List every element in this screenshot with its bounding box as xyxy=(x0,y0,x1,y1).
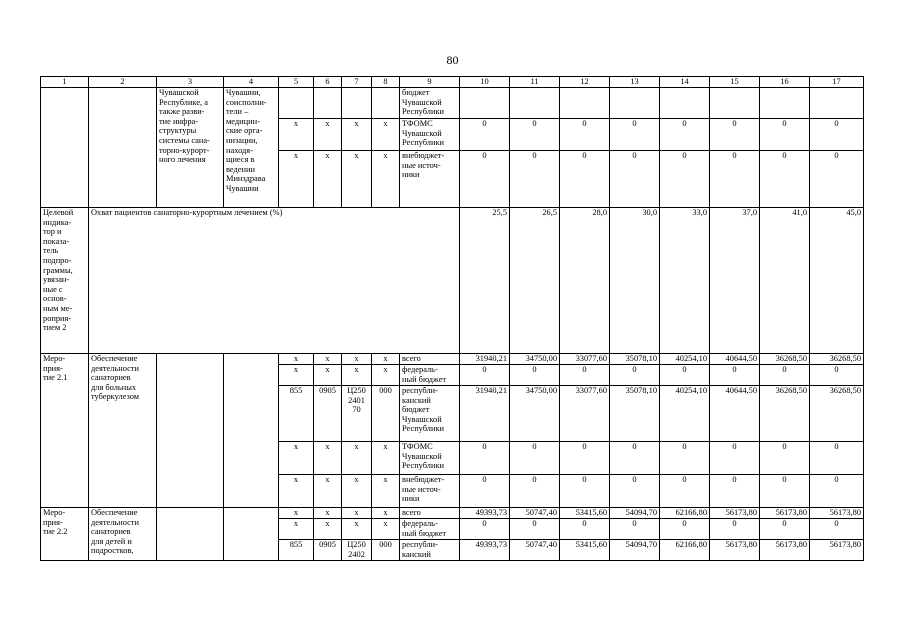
value-cell: 0 xyxy=(560,151,610,208)
column-number: 17 xyxy=(810,77,864,88)
value-cell: 40254,10 xyxy=(660,386,710,442)
value-cell: 0 xyxy=(510,442,560,475)
value-cell: 31940,21 xyxy=(460,386,510,442)
value-cell: 56173,80 xyxy=(810,540,864,561)
funding-source: внебюджет- ные источ- ники xyxy=(400,475,460,508)
column-number: 4 xyxy=(224,77,279,88)
value-cell: 33077,60 xyxy=(560,354,610,365)
column-number: 3 xyxy=(157,77,224,88)
code-cell: x xyxy=(279,151,314,208)
indicator-value: 45,0 xyxy=(810,208,864,354)
value-cell: 0 xyxy=(560,519,610,540)
value-cell: 35078,10 xyxy=(610,354,660,365)
value-cell: 54094,70 xyxy=(610,540,660,561)
indicator-value: 41,0 xyxy=(760,208,810,354)
value-cell: 36268,50 xyxy=(760,386,810,442)
coexecutors-cont: Чувашии, соисполни- тели – медицин- ские орга- низации, находя- щиеся в ведении Минздрава Чувашии xyxy=(224,88,279,208)
code-cell: x xyxy=(314,519,342,540)
table-cell xyxy=(710,88,760,119)
value-cell: 56173,80 xyxy=(810,508,864,519)
value-cell: 0 xyxy=(810,475,864,508)
value-cell: 36268,50 xyxy=(760,354,810,365)
code-cell: 855 xyxy=(279,540,314,561)
code-cell: 000 xyxy=(372,540,400,561)
value-cell: 0 xyxy=(560,119,610,151)
value-cell: 0 xyxy=(760,365,810,386)
code-cell: 0905 xyxy=(314,540,342,561)
column-number: 1 xyxy=(41,77,89,88)
funding-source: республи- канский xyxy=(400,540,460,561)
value-cell: 0 xyxy=(760,151,810,208)
value-cell: 34750,00 xyxy=(510,354,560,365)
table-row xyxy=(41,508,864,519)
value-cell: 0 xyxy=(710,365,760,386)
value-cell: 0 xyxy=(760,519,810,540)
indicator-label: Целевой индика- тор и показа- тель подпро- граммы, увязан- ные с основ- ным ме- роприя- тием 2 xyxy=(41,208,89,354)
value-cell: 0 xyxy=(460,442,510,475)
code-cell: x xyxy=(372,151,400,208)
column-number: 16 xyxy=(760,77,810,88)
code-cell: x xyxy=(314,475,342,508)
value-cell: 0 xyxy=(810,519,864,540)
funding-source: ТФОМС Чувашской Республики xyxy=(400,442,460,475)
value-cell: 0 xyxy=(710,119,760,151)
value-cell: 36268,50 xyxy=(810,354,864,365)
code-cell: x xyxy=(314,365,342,386)
value-cell: 0 xyxy=(610,151,660,208)
table-cell xyxy=(157,354,224,508)
table-cell xyxy=(610,88,660,119)
funding-source: всего xyxy=(400,508,460,519)
value-cell: 0 xyxy=(560,365,610,386)
measure-label: Меро- прия- тие 2.1 xyxy=(41,354,89,508)
measure-description: Обеспечение деятельности санаториев для больных туберкулезом xyxy=(89,354,157,508)
table-cell xyxy=(279,88,314,119)
table-row xyxy=(41,88,864,119)
code-cell: x xyxy=(372,354,400,365)
column-number: 6 xyxy=(314,77,342,88)
column-number: 15 xyxy=(710,77,760,88)
funding-source: всего xyxy=(400,354,460,365)
value-cell: 0 xyxy=(660,151,710,208)
table-cell xyxy=(460,88,510,119)
value-cell: 0 xyxy=(460,519,510,540)
table-cell xyxy=(372,88,400,119)
column-number: 14 xyxy=(660,77,710,88)
value-cell: 0 xyxy=(460,151,510,208)
indicator-value: 28,0 xyxy=(560,208,610,354)
value-cell: 62166,80 xyxy=(660,540,710,561)
table-cell xyxy=(660,88,710,119)
code-cell: x xyxy=(372,519,400,540)
value-cell: 0 xyxy=(510,475,560,508)
budget-table xyxy=(40,76,864,561)
indicator-value: 30,0 xyxy=(610,208,660,354)
value-cell: 0 xyxy=(710,519,760,540)
value-cell: 0 xyxy=(660,475,710,508)
code-cell: x xyxy=(342,519,372,540)
code-cell: Ц250 2401 70 xyxy=(342,386,372,442)
code-cell: x xyxy=(279,442,314,475)
code-cell: x xyxy=(279,354,314,365)
value-cell: 36268,50 xyxy=(810,386,864,442)
value-cell: 53415,60 xyxy=(560,508,610,519)
value-cell: 0 xyxy=(510,519,560,540)
column-number: 7 xyxy=(342,77,372,88)
value-cell: 0 xyxy=(610,119,660,151)
column-number: 11 xyxy=(510,77,560,88)
value-cell: 56173,80 xyxy=(710,508,760,519)
column-number: 8 xyxy=(372,77,400,88)
value-cell: 56173,80 xyxy=(760,508,810,519)
table-cell xyxy=(342,88,372,119)
value-cell: 0 xyxy=(810,365,864,386)
value-cell: 0 xyxy=(660,442,710,475)
value-cell: 0 xyxy=(610,442,660,475)
table-cell xyxy=(224,354,279,508)
table-cell xyxy=(760,88,810,119)
indicator-row xyxy=(41,208,864,354)
code-cell: x xyxy=(372,475,400,508)
value-cell: 0 xyxy=(610,475,660,508)
page-number: 80 xyxy=(446,53,459,67)
table-cell xyxy=(41,88,89,208)
code-cell: x xyxy=(314,119,342,151)
funding-source: республи- канский бюджет Чувашской Республики xyxy=(400,386,460,442)
indicator-value: 26,5 xyxy=(510,208,560,354)
funding-source: ТФОМС Чувашской Республики xyxy=(400,119,460,151)
value-cell: 0 xyxy=(660,519,710,540)
value-cell: 0 xyxy=(710,442,760,475)
value-cell: 50747,40 xyxy=(510,540,560,561)
column-number: 10 xyxy=(460,77,510,88)
code-cell: x xyxy=(279,519,314,540)
column-number: 2 xyxy=(89,77,157,88)
value-cell: 49393,73 xyxy=(460,508,510,519)
value-cell: 0 xyxy=(610,365,660,386)
value-cell: 0 xyxy=(810,119,864,151)
table-cell xyxy=(314,88,342,119)
value-cell: 0 xyxy=(810,151,864,208)
code-cell: x xyxy=(279,365,314,386)
value-cell: 40254,10 xyxy=(660,354,710,365)
value-cell: 54094,70 xyxy=(610,508,660,519)
value-cell: 50747,40 xyxy=(510,508,560,519)
table-cell xyxy=(224,508,279,561)
value-cell: 0 xyxy=(810,442,864,475)
code-cell: x xyxy=(342,119,372,151)
value-cell: 0 xyxy=(710,475,760,508)
code-cell: x xyxy=(372,365,400,386)
value-cell: 0 xyxy=(460,475,510,508)
code-cell: x xyxy=(314,354,342,365)
column-number: 13 xyxy=(610,77,660,88)
column-number: 5 xyxy=(279,77,314,88)
value-cell: 0 xyxy=(660,119,710,151)
value-cell: 56173,80 xyxy=(710,540,760,561)
funding-source: федераль- ный бюджет xyxy=(400,519,460,540)
value-cell: 0 xyxy=(610,519,660,540)
code-cell: x xyxy=(342,475,372,508)
value-cell: 35078,10 xyxy=(610,386,660,442)
value-cell: 0 xyxy=(460,365,510,386)
code-cell: 0905 xyxy=(314,386,342,442)
code-cell: x xyxy=(314,508,342,519)
measure-description: Обеспечение деятельности санаториев для детей и подростков, xyxy=(89,508,157,561)
code-cell: x xyxy=(279,475,314,508)
value-cell: 0 xyxy=(760,442,810,475)
value-cell: 0 xyxy=(760,119,810,151)
column-number: 12 xyxy=(560,77,610,88)
funding-source: внебюджет- ные источ- ники xyxy=(400,151,460,208)
code-cell: x xyxy=(342,151,372,208)
code-cell: x xyxy=(279,508,314,519)
code-cell: x xyxy=(372,442,400,475)
funding-source: федераль- ный бюджет xyxy=(400,365,460,386)
table-cell xyxy=(810,88,864,119)
code-cell: x xyxy=(314,151,342,208)
event-description-cont: Чувашской Республике, а также разви- тие инфра- структуры системы сана- торно-курорт- ного лечения xyxy=(157,88,224,208)
table-row xyxy=(41,354,864,365)
code-cell: x xyxy=(372,119,400,151)
value-cell: 40644,50 xyxy=(710,386,760,442)
value-cell: 0 xyxy=(510,151,560,208)
value-cell: 0 xyxy=(460,119,510,151)
value-cell: 40644,50 xyxy=(710,354,760,365)
code-cell: 000 xyxy=(372,386,400,442)
value-cell: 34750,00 xyxy=(510,386,560,442)
code-cell: x xyxy=(279,119,314,151)
table-cell xyxy=(157,508,224,561)
indicator-value: 25,5 xyxy=(460,208,510,354)
code-cell: x xyxy=(342,442,372,475)
table-cell xyxy=(560,88,610,119)
code-cell: x xyxy=(314,442,342,475)
measure-label: Меро- прия- тие 2.2 xyxy=(41,508,89,561)
value-cell: 33077,60 xyxy=(560,386,610,442)
value-cell: 0 xyxy=(510,119,560,151)
value-cell: 53415,60 xyxy=(560,540,610,561)
value-cell: 0 xyxy=(510,365,560,386)
value-cell: 0 xyxy=(560,442,610,475)
indicator-value: 37,0 xyxy=(710,208,760,354)
indicator-text: Охват пациентов санаторно-курортным лечением (%) xyxy=(89,208,460,354)
indicator-value: 33,0 xyxy=(660,208,710,354)
code-cell: x xyxy=(342,508,372,519)
code-cell: x xyxy=(342,354,372,365)
funding-source: бюджет Чувашской Республики xyxy=(400,88,460,119)
value-cell: 31940,21 xyxy=(460,354,510,365)
value-cell: 56173,80 xyxy=(760,540,810,561)
value-cell: 0 xyxy=(560,475,610,508)
value-cell: 49393,73 xyxy=(460,540,510,561)
code-cell: Ц250 2402 xyxy=(342,540,372,561)
value-cell: 0 xyxy=(760,475,810,508)
column-number-row xyxy=(41,77,864,88)
column-number: 9 xyxy=(400,77,460,88)
value-cell: 0 xyxy=(710,151,760,208)
value-cell: 62166,80 xyxy=(660,508,710,519)
code-cell: x xyxy=(342,365,372,386)
table-cell xyxy=(510,88,560,119)
code-cell: x xyxy=(372,508,400,519)
value-cell: 0 xyxy=(660,365,710,386)
table-cell xyxy=(89,88,157,208)
code-cell: 855 xyxy=(279,386,314,442)
